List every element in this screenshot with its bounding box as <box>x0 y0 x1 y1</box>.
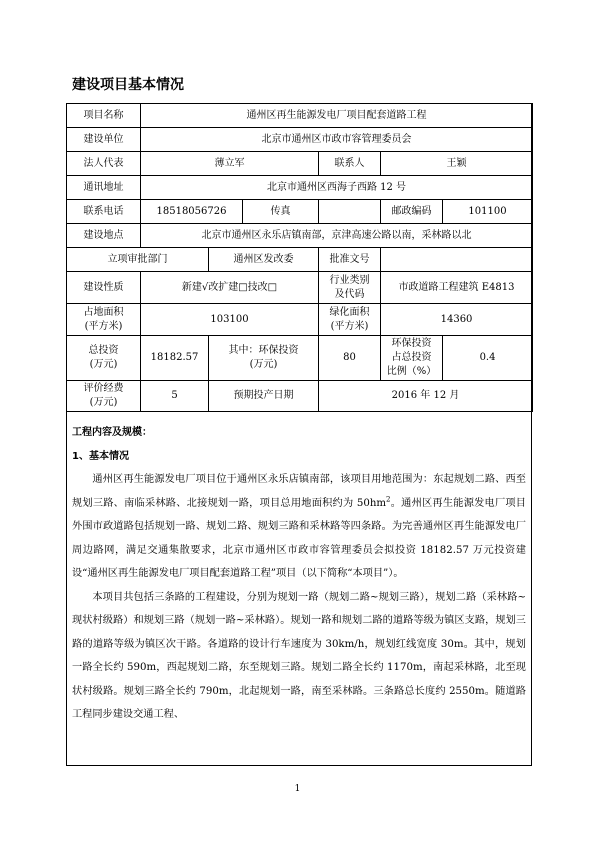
green-label-line1: 绿化面积 <box>329 306 370 318</box>
site-value: 北京市通州区永乐店镇南部，京津高速公路以南，采林路以北 <box>141 224 533 248</box>
project-content <box>72 421 526 727</box>
env-invest-label-line2: (万元) <box>249 359 278 370</box>
project-name-value: 通州区再生能源发电厂项目配套道路工程 <box>141 104 533 128</box>
env-ratio-label-line2: 占总投资 <box>391 352 432 363</box>
nature-value: 新建√改扩建□技改□ <box>141 272 319 304</box>
industry-label-line1: 行业类别 <box>329 274 370 286</box>
invest-label-line2: (万元) <box>89 359 118 370</box>
postcode-label: 邮政编码 <box>381 200 443 224</box>
legal-rep-value: 薄立军 <box>141 152 319 176</box>
invest-value: 18182.57 <box>141 336 209 381</box>
builder-value: 北京市通州区市政市容管理委员会 <box>141 128 533 152</box>
green-label-line2: (平方米) <box>330 320 369 332</box>
site-label: 建设地点 <box>67 224 141 248</box>
contact-label: 联系人 <box>319 152 381 176</box>
address-label: 通讯地址 <box>67 176 141 200</box>
invest-label-line1: 总投资 <box>88 345 119 356</box>
phone-value: 18518056726 <box>141 200 243 224</box>
env-ratio-label-line3: 比例（%） <box>386 366 437 377</box>
area-value: 103100 <box>141 304 319 336</box>
industry-label-line2: 及代码 <box>334 288 365 300</box>
paragraph-2: 本项目共包括三条路的工程建设，分别为规划一路（规划二路~规划三路），规划二路（采林路~现状村级路）和规划三路（规划一路~采林路）。规划一路和规划二路的道路等级为镇区支路，规划三路的道路等级为镇区次干路。各道路的设计行车速度为 30km/h，规划红线宽度 30m。其中，规划一路全长约 590m，西起规划二路，东至规划三路。规划二路全长约 1170m，南起采林路，北至现状村级路。规划三路全长约 790m，北起规划一路，南至采林路。三条路总长度约 2550m。随道路工程同步建设交通工程、 <box>72 591 526 720</box>
legal-rep-label: 法人代表 <box>67 152 141 176</box>
nature-label: 建设性质 <box>67 272 141 304</box>
approval-dept-label: 立项审批部门 <box>67 248 209 272</box>
page-number: 1 <box>294 784 301 794</box>
env-invest-label-line1: 其中：环保投资 <box>228 345 299 356</box>
approval-no-label: 批准文号 <box>319 248 381 272</box>
area-label-line1: 占地面积 <box>83 306 124 318</box>
area-unit-superscript: 2 <box>386 495 391 504</box>
paragraph-1-part-b: 。通州区再生能源发电厂项目外围市政道路包括规划一路、规划二路、规划三路和采林路等四条路。为完善通州区再生能源发电厂周边路网，满足交通集散要求，北京市通州区市政市容管理委员会拟投资 18182.57 万元投资建设“通州区再生能源发电厂项目配套道路工程”项目（以下简称“本项目”）。 <box>72 497 526 579</box>
address-value: 北京市通州区西海子西路 12 号 <box>141 176 533 200</box>
env-ratio-label-line1: 环保投资 <box>391 338 432 349</box>
review-fee-label-line2: (万元) <box>89 397 118 408</box>
industry-value: 市政道路工程建筑 E4813 <box>381 272 533 304</box>
project-name-label: 项目名称 <box>67 104 141 128</box>
contact-value: 王颖 <box>381 152 533 176</box>
review-fee-value: 5 <box>141 381 209 412</box>
fax-label: 传真 <box>243 200 319 224</box>
green-value: 14360 <box>381 304 533 336</box>
area-label-line2: (平方米) <box>84 320 123 332</box>
phone-label: 联系电话 <box>67 200 141 224</box>
paragraph-1-part-a: 通州区再生能源发电厂项目位于通州区永乐店镇南部，该项目用地范围为：东起规划二路、西至规划三路、南临采林路、北接规划一路，项目总用地面积约为 50hm <box>72 474 526 509</box>
start-date-label: 预期投产日期 <box>209 381 319 412</box>
env-invest-value: 80 <box>319 336 381 381</box>
start-date-value: 2016 年 12 月 <box>319 381 533 412</box>
page-title: 建设项目基本情况 <box>72 77 184 93</box>
section-basic-info: 1、基本情况 <box>72 450 129 462</box>
review-fee-label-line1: 评价经费 <box>83 383 124 394</box>
content-heading: 工程内容及规模： <box>72 427 152 438</box>
paragraph-1 <box>72 468 526 586</box>
postcode-value: 101100 <box>443 200 533 224</box>
approval-dept-value: 通州区发改委 <box>209 248 319 272</box>
env-ratio-value: 0.4 <box>443 336 533 381</box>
builder-label: 建设单位 <box>67 128 141 152</box>
